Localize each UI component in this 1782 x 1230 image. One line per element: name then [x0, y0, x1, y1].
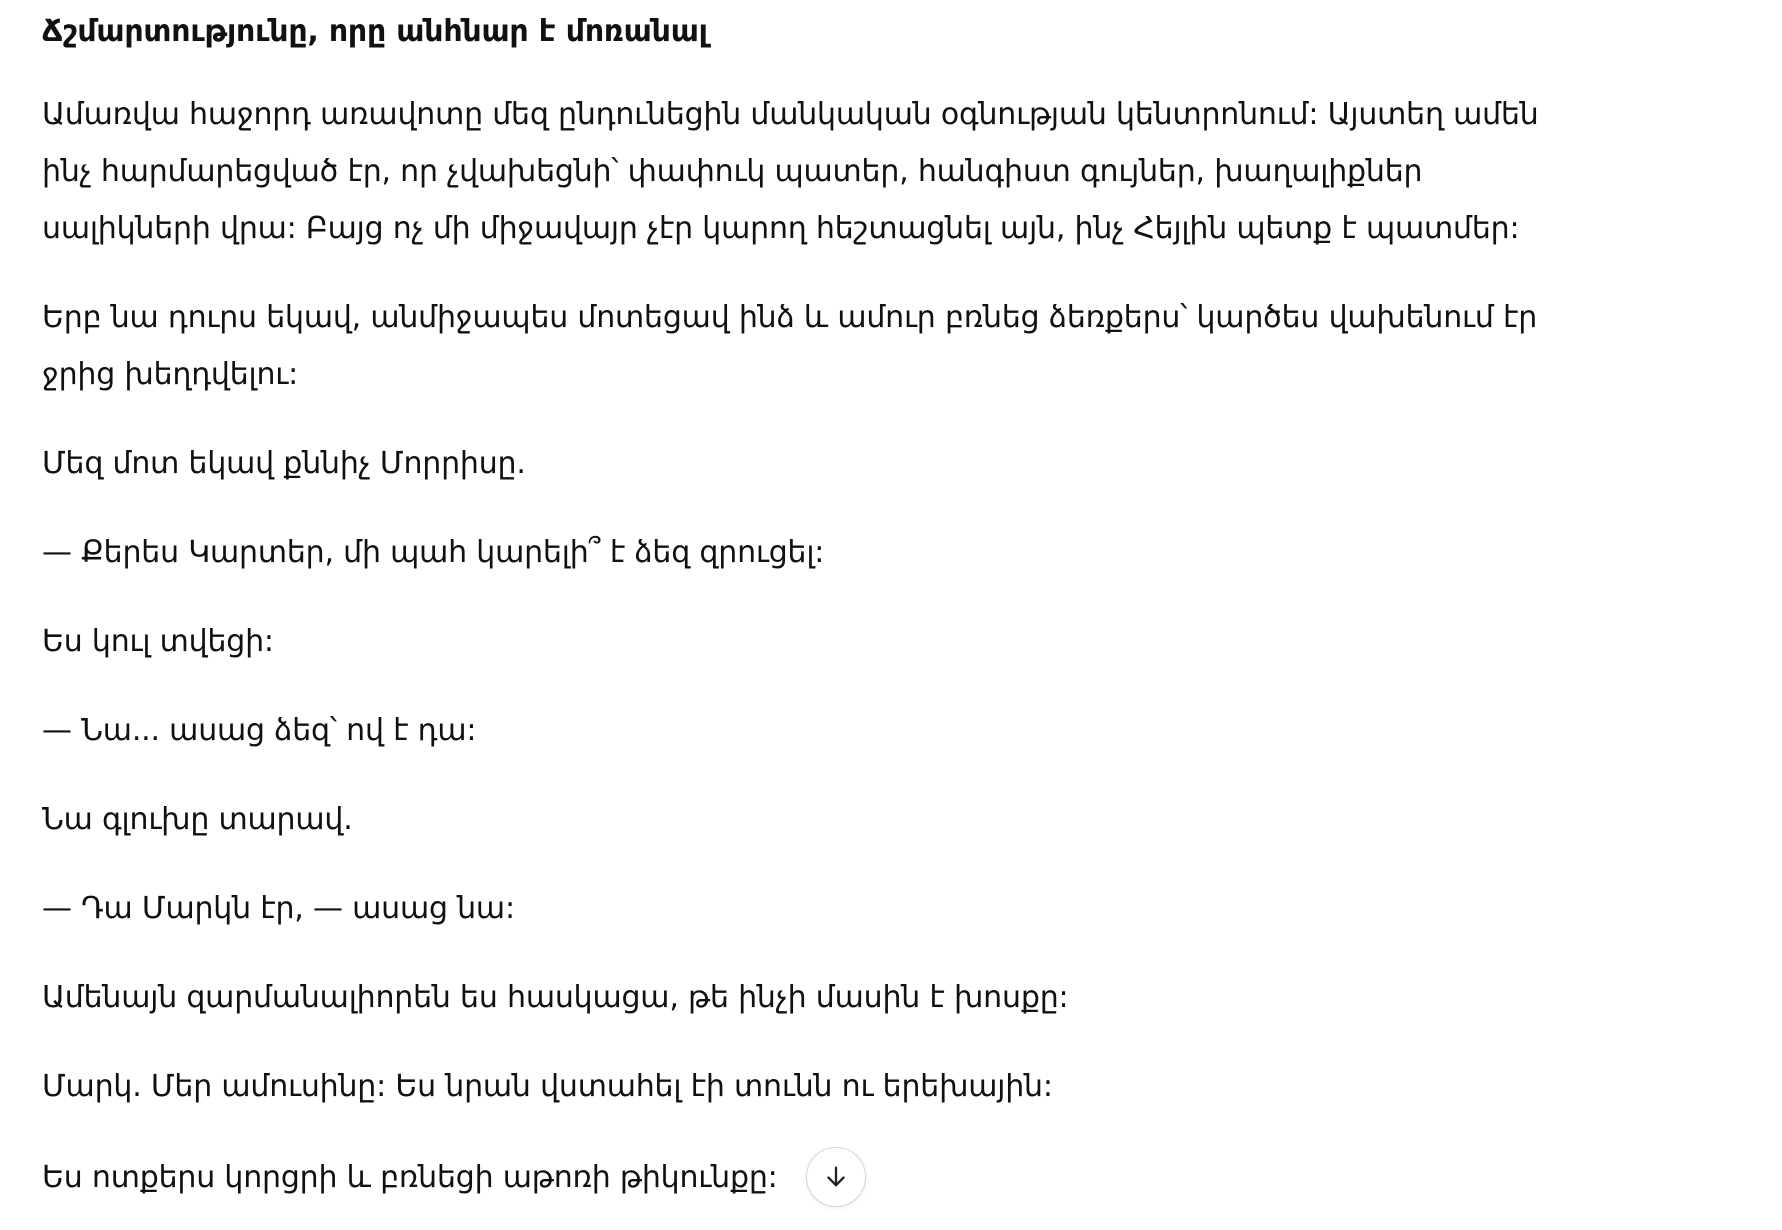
article — [42, 0, 1582, 1207]
paragraph: Ամենայն զարմանալիորեն ես հասկացա, թե ինչի մասին է խոսքը: — [42, 980, 1069, 1015]
paragraph: — Նա... ասաց ձեզ՝ ով է դա: — [42, 713, 477, 748]
paragraph: — Քերես Կարտեր, մի պահ կարելի՞ է ձեզ զրուցել: — [42, 535, 825, 570]
paragraph: Երբ նա դուրս եկավ, անմիջապես մոտեցավ ինձ և ամուր բռնեց ձեռքերս՝ կարծես վախենում էր ջրից խեղդվելու: — [42, 300, 1538, 392]
last-paragraph-row — [42, 1147, 1582, 1207]
paragraph: Մարկ. Մեր ամուսինը: Ես նրան վստահել էի տունն ու երեխային: — [42, 1069, 1053, 1104]
last-paragraph: Ես ոտքերս կորցրի և բռնեցի աթոռի թիկունքը: — [42, 1159, 778, 1195]
paragraph: Ամառվա հաջորդ առավոտը մեզ ընդունեցին մանկական օգնության կենտրոնում: Այստեղ ամեն ինչ հարմարեցված էր, որ չվախեցնի՝ փափուկ պատեր, հանգիստ գույներ, խաղալիքներ սալիկների վրա: Բայց ոչ մի միջավայր չէր կարող հեշտացնել այն, ինչ Հեյլին պետք է պատմեր: — [42, 97, 1539, 246]
paragraph: Մեզ մոտ եկավ քննիչ Մորրիսը. — [42, 446, 526, 481]
article-title: Ճշմարտությունը, որը անհնար է մոռանալ — [42, 14, 708, 49]
paragraph: Ես կուլ տվեցի: — [42, 624, 274, 659]
paragraph: — Դա Մարկն էր, — ասաց նա: — [42, 891, 515, 926]
paragraph: Նա գլուխը տարավ. — [42, 802, 353, 837]
arrow-down-icon — [822, 1163, 850, 1191]
scroll-to-bottom-button[interactable] — [806, 1147, 866, 1207]
